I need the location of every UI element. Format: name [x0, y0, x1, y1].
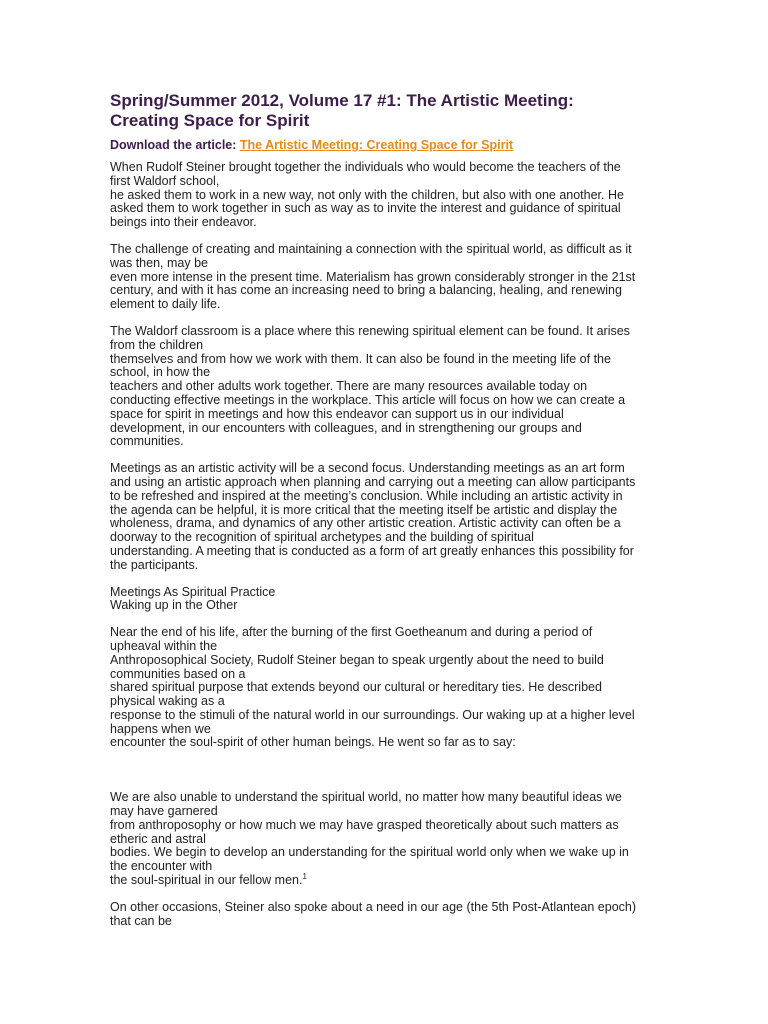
text-line: The challenge of creating and maintaining a connection with the spiritual world, as difficult as it — [110, 241, 632, 256]
text-line: shared spiritual purpose that extends beyond our cultural or hereditary ties. He described — [110, 680, 602, 695]
text-line: encounter the soul-spirit of other human beings. He went so far as to say: — [110, 735, 516, 750]
text-line: century, and with it has come an increasing need to bring a balancing, healing, and renewing — [110, 283, 622, 298]
text-line: the participants. — [110, 557, 199, 572]
text-line: conducting effective meetings in the workplace. This article will focus on how we can create a — [110, 392, 626, 407]
article-title-line-1: Spring/Summer 2012, Volume 17 #1: The Artistic Meeting: — [110, 91, 574, 110]
text-line: first Waldorf school, — [110, 173, 220, 188]
spacer — [110, 763, 658, 791]
quote-line: bodies. We begin to develop an understanding for the spiritual world only when we wake up in — [110, 845, 629, 860]
text-line: The Waldorf classroom is a place where this renewing spiritual element can be found. It arises — [110, 323, 630, 338]
paragraph-5 — [110, 626, 658, 750]
text-line: communities based on a — [110, 666, 246, 681]
text-line: even more intense in the present time. Materialism has grown considerably stronger in the 21st — [110, 269, 636, 284]
text-line: school, in how the — [110, 365, 211, 380]
text-line: When Rudolf Steiner brought together the individuals who would become the teachers of the — [110, 160, 621, 174]
text-line: he asked them to work in a new way, not only with the children, but also with one another. He — [110, 187, 624, 202]
download-row — [110, 138, 658, 153]
article-title-line-2: Creating Space for Spirit — [110, 111, 310, 130]
download-article-link[interactable]: The Artistic Meeting: Creating Space for Spirit — [239, 138, 514, 152]
text-line: upheaval within the — [110, 638, 218, 653]
article-title — [110, 91, 658, 131]
paragraph-1 — [110, 161, 658, 230]
text-line: communities. — [110, 434, 184, 449]
quote-line: may have garnered — [110, 804, 218, 819]
text-line: physical waking as a — [110, 694, 225, 709]
text-line: response to the stimuli of the natural world in our surroundings. Our waking up at a higher level — [110, 707, 635, 722]
text-line: development, in our encounters with colleagues, and in strengthening our groups and — [110, 420, 582, 435]
paragraph-4 — [110, 462, 658, 572]
text-line: happens when we — [110, 721, 211, 736]
download-label: Download the article: — [110, 138, 240, 152]
paragraph-6 — [110, 901, 658, 929]
text-line: beings into their endeavor. — [110, 215, 257, 230]
text-line: that can be — [110, 913, 172, 928]
text-line: and using an artistic approach when planning and carrying out a meeting can allow participants — [110, 474, 636, 489]
text-line: On other occasions, Steiner also spoke about a need in our age (the 5th Post-Atlantean epoch) — [110, 899, 637, 914]
paragraph-2 — [110, 243, 658, 312]
quote-line: from anthroposophy or how much we may have grasped theoretically about such matters as — [110, 817, 619, 832]
text-line: from the children — [110, 337, 204, 352]
text-line: doorway to the recognition of spiritual archetypes and the building of spiritual — [110, 530, 534, 545]
quote-line: We are also unable to understand the spiritual world, no matter how many beautiful ideas we — [110, 790, 622, 805]
text-line: space for spirit in meetings and how this endeavor can support us in our individual — [110, 406, 564, 421]
article-body — [110, 161, 658, 928]
text-line: Anthroposophical Society, Rudolf Steiner began to speak urgently about the need to build — [110, 652, 604, 667]
text-line: was then, may be — [110, 255, 208, 270]
section-title: Meetings As Spiritual Practice — [110, 584, 276, 599]
paragraph-3 — [110, 325, 658, 449]
text-line: themselves and from how we work with them. It can also be found in the meeting life of the — [110, 351, 611, 366]
text-line: to be refreshed and inspired at the meeting’s conclusion. While including an artistic activity in — [110, 488, 623, 503]
quote-line: etheric and astral — [110, 831, 206, 846]
text-line: Near the end of his life, after the burning of the first Goetheanum and during a period of — [110, 625, 593, 640]
text-line: Meetings as an artistic activity will be a second focus. Understanding meetings as an art form — [110, 461, 625, 476]
footnote-marker: 1 — [302, 871, 307, 881]
text-line: asked them to work together in such as way as to invite the interest and guidance of spiritual — [110, 201, 621, 216]
quote-line: the encounter with — [110, 859, 213, 874]
text-line: wholeness, drama, and dynamics of any other artistic creation. Artistic activity can often be a — [110, 516, 621, 531]
text-line: understanding. A meeting that is conducted as a form of art greatly enhances this possibility for — [110, 543, 634, 558]
text-line: the agenda can be helpful, it is more critical that the meeting itself be artistic and display the — [110, 502, 618, 517]
quote-block — [110, 791, 658, 888]
quote-last-line — [110, 871, 658, 888]
quote-line-text: the soul-spiritual in our fellow men. — [110, 873, 303, 888]
section-subtitle: Waking up in the Other — [110, 598, 238, 613]
text-line: element to daily life. — [110, 297, 221, 312]
article-page — [110, 91, 658, 941]
section-heading — [110, 586, 658, 614]
text-line: teachers and other adults work together. There are many resources available today on — [110, 379, 588, 394]
